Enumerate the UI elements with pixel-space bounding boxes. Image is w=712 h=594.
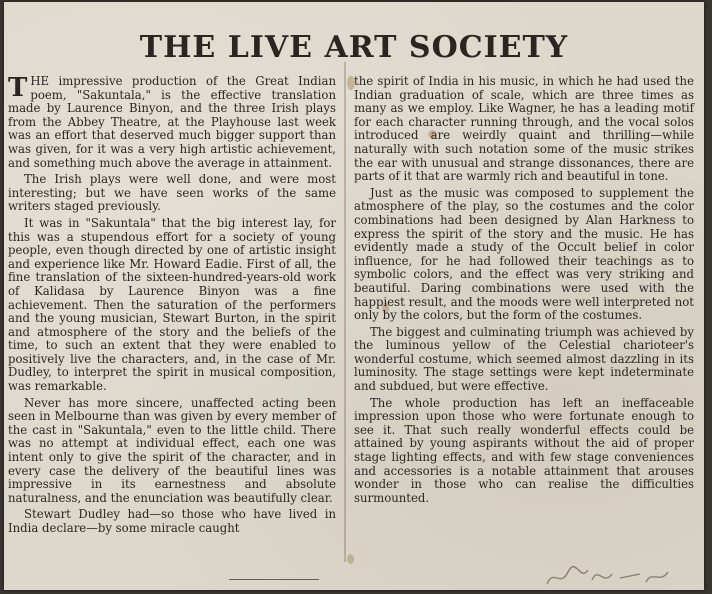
left-column (8, 75, 336, 539)
fold-crease (344, 62, 346, 562)
right-column (354, 75, 694, 508)
paragraph: the spirit of India in his music, in which he had used the Indian graduation of scale, which are three times as many as we employ. Like Wagner, he has a leading motif for each character running through, and the vocal solos introduced are weirdly quaint and thrilling—while naturally with such notation some of the music strikes the ear with unusual and strange dissonances, there are parts of it that are warmly rich and beautiful in tone. (354, 74, 694, 184)
end-rule (229, 579, 319, 580)
paragraph: The biggest and culminating triumph was achieved by the luminous yellow of the Celestial charioteer's wonderful costume, which seemed almost dazzling in its luminosity. The stage settings were kept indeterminate and subdued, but were effective. (354, 324, 694, 394)
paragraph: Never has more sincere, unaffected acting been seen in Melbourne than was given by every member of the cast in "Sakuntala," even to the little child. There was no attempt at individual effect, each one was intent only to give the spirit of the character, and in every case the delivery of the beautiful lines was impressive in its earnestness and absolute naturalness, and the enunciation was beautifully clear. (8, 395, 336, 505)
paragraph: The whole production has left an ineffaceable impression upon those who were fortunate enough to see it. That such really wonderful effects could be attained by young aspirants without the aid of proper stage lighting effects, and with few stage conveniences and accessories is a notable attainment that arouses wonder in those who can realise the difficulties surmounted. (354, 395, 694, 505)
handwritten-scrawl-icon (542, 560, 702, 590)
paragraph-text: HE impressive production of the Great Indian poem, "Sakuntala," is the effective translation made by Laurence Binyon, and the three Irish plays from the Abbey Theatre, at the Playhouse last week was an effort that deserved much bigger support than was given, for it was a very high artistic achievement, and something much above the average in attainment. (8, 74, 336, 170)
paragraph: Just as the music was composed to supplement the atmosphere of the play, so the costumes and the color combinations had been designed by Alan Harkness to express the spirit of the story and the music. He has evidently made a study of the Occult belief in color influence, for he had followed their teachings as to symbolic colors, and the effect was very striking and beautiful. Daring combinations were used with the happiest result, and the moods were well interpreted not only by the colors, but the form of the costumes. (354, 185, 694, 323)
newspaper-clipping (4, 2, 704, 590)
paragraph (8, 75, 336, 170)
stain-mark (347, 554, 354, 564)
paragraph: It was in "Sakuntala" that the big interest lay, for this was a stupendous effort for a society of young people, even though directed by one of artistic insight and experience like Mr. Howard Eadie. First of all, the fine translation of the sixteen-hundred-years-old work of Kalidasa by Laurence Binyon was a fine achievement. Then the saturation of the performers and the young musician, Stewart Burton, in the spirit and atmosphere of the story and the beliefs of the time, to such an extent that they were enabled to positively live the characters, and, in the case of Mr. Dudley, to interpret the spirit in musical composition, was remarkable. (8, 215, 336, 394)
drop-cap: T (8, 73, 28, 103)
paragraph: Stewart Dudley had—so those who have lived in India declare—by some miracle caught (8, 507, 336, 535)
paragraph: The Irish plays were well done, and were most interesting; but we have seen works of the same writers staged previously. (8, 172, 336, 214)
article-title: THE LIVE ART SOCIETY (139, 30, 569, 65)
